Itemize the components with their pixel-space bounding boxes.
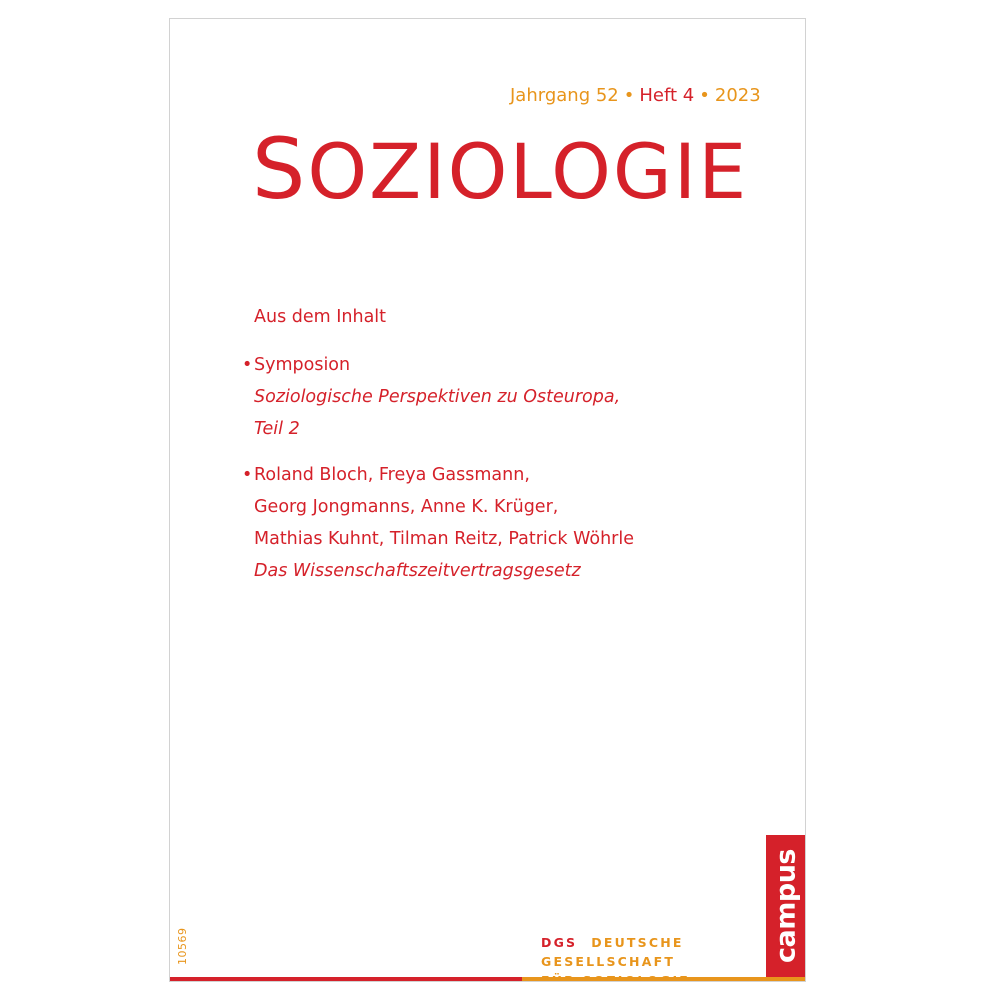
- journal-cover: [169, 18, 806, 982]
- publisher-logo: [766, 835, 806, 977]
- bottom-bar-red: [170, 977, 522, 982]
- contents-entry: [242, 459, 635, 587]
- entry-title-line: Teil 2: [254, 419, 300, 439]
- contents-heading: Aus dem Inhalt: [254, 307, 387, 327]
- society-logo: [541, 933, 690, 982]
- journal-title-initial: S: [252, 120, 308, 218]
- journal-title: [252, 120, 749, 218]
- contents-entry: [242, 349, 634, 445]
- issue-number: Heft 4: [639, 85, 695, 106]
- entry-title-line: Soziologische Perspektiven zu Osteuropa,: [254, 387, 621, 407]
- issue-info: [510, 85, 761, 106]
- issue-separator: •: [699, 85, 710, 106]
- bottom-bar-orange: [522, 977, 806, 982]
- society-abbr: DGS: [541, 935, 578, 950]
- society-line1: DEUTSCHE: [591, 935, 684, 950]
- society-line2: GESELLSCHAFT: [541, 954, 676, 969]
- issue-year: 2023: [714, 85, 761, 106]
- entry-authors-line: Georg Jongmanns, Anne K. Krüger,: [254, 497, 559, 517]
- entry-title-line: Das Wissenschaftszeitvertragsgesetz: [254, 561, 581, 581]
- bullet-icon: •: [242, 465, 253, 485]
- publisher-name: campus: [770, 849, 802, 963]
- entry-line: Symposion: [254, 355, 351, 375]
- table-of-contents: [242, 301, 635, 601]
- issue-volume: Jahrgang 52: [510, 85, 619, 106]
- entry-authors-line: Mathias Kuhnt, Tilman Reitz, Patrick Wöhrle: [254, 529, 635, 549]
- journal-title-rest: OZIOLOGIE: [307, 127, 749, 216]
- spine-number: 10569: [176, 927, 189, 965]
- issue-separator: •: [623, 85, 635, 106]
- bullet-icon: •: [242, 355, 253, 375]
- entry-authors-line: Roland Bloch, Freya Gassmann,: [254, 465, 530, 485]
